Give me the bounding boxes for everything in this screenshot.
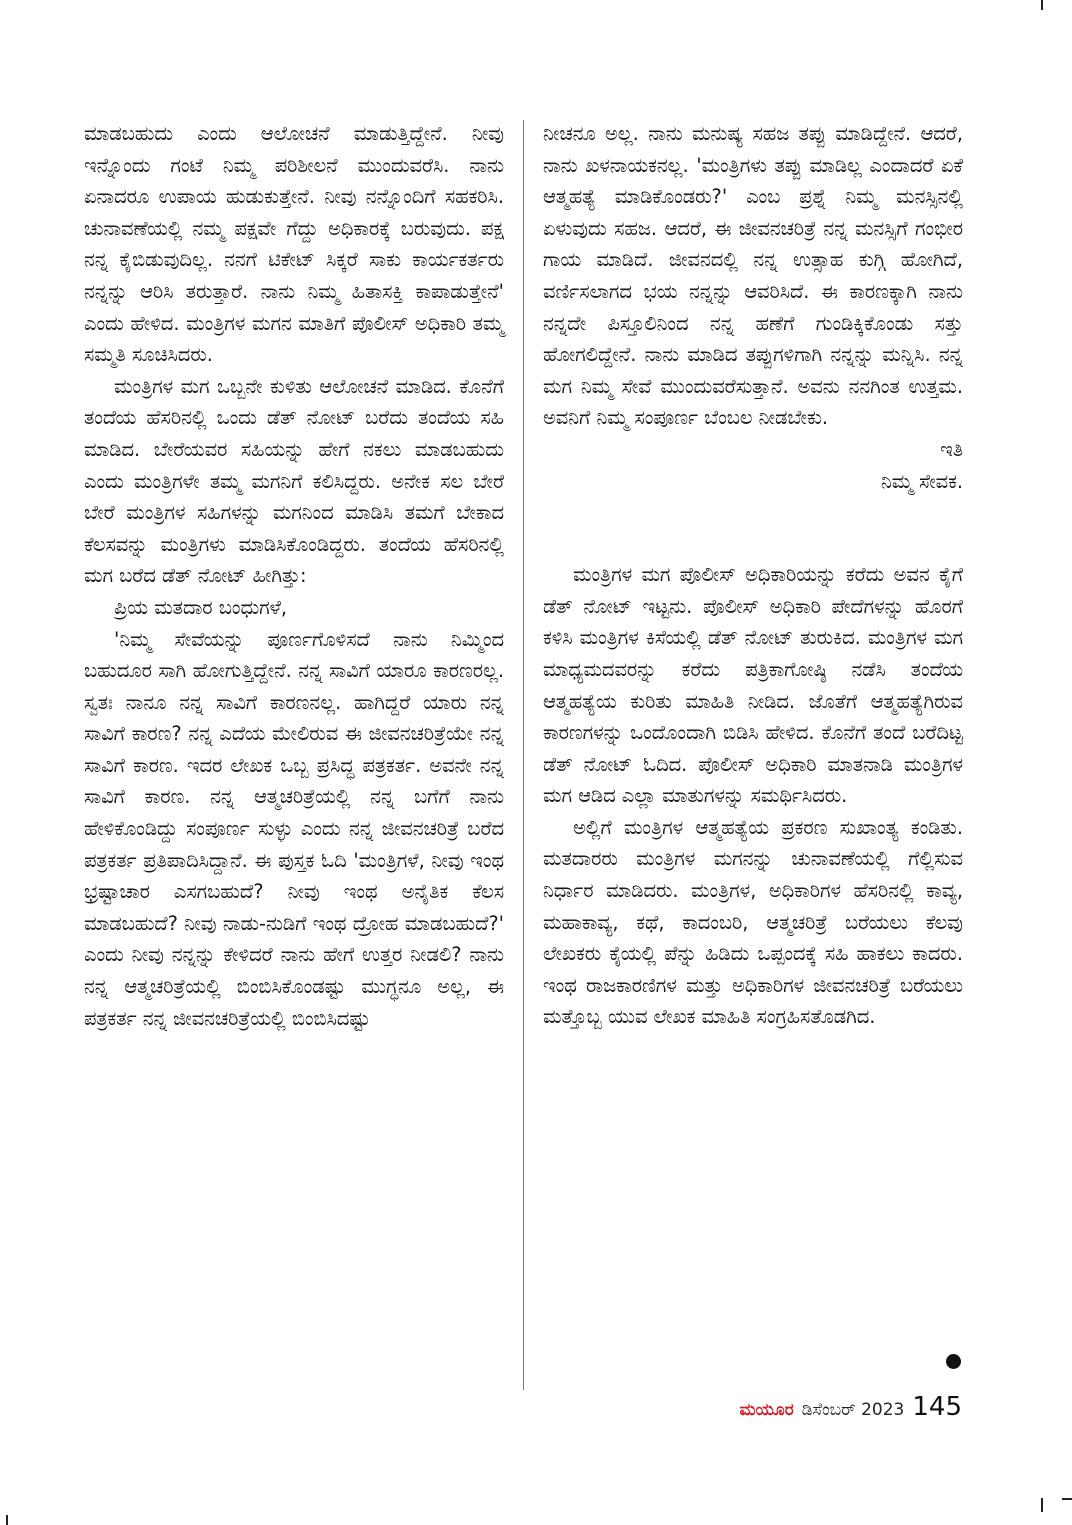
paragraph: ಮಂತ್ರಿಗಳ ಮಗ ಪೊಲೀಸ್ ಅಧಿಕಾರಿಯನ್ನು ಕರೆದು ಅವನ ಕೈಗೆ ಡೆತ್ ನೋಟ್ ಇಟ್ಟನು. ಪೊಲೀಸ್ ಅಧಿಕಾರಿ ಪೇದೆಗಳನ್ನು ಹೊರಗೆ ಕಳಿಸಿ ಮಂತ್ರಿಗಳ ಕಿಸೆಯಲ್ಲಿ ಡೆತ್ ನೋಟ್ ತುರುಕಿದ. ಮಂತ್ರಿಗಳ ಮಗ ಮಾಧ್ಯಮದವರನ್ನು ಕರೆದು ಪತ್ರಿಕಾಗೋಷ್ಠಿ ನಡೆಸಿ ತಂದೆಯ ಆತ್ಮಹತ್ಯೆಯ ಕುರಿತು ಮಾಹಿತಿ ನೀಡಿದ. ಜೊತೆಗೆ ಆತ್ಮಹತ್ಯೆಗಿರುವ ಕಾರಣಗಳನ್ನು ಒಂದೊಂದಾಗಿ ಬಿಡಿಸಿ ಹೇಳಿದ. ಕೊನೆಗೆ ತಂದೆ ಬರೆದಿಟ್ಟ ಡೆತ್ ನೋಟ್ ಓದಿದ. ಪೊಲೀಸ್ ಅಧಿಕಾರಿ ಮಾತನಾಡಿ ಮಂತ್ರಿಗಳ ಮಗ ಆಡಿದ ಎಲ್ಲಾ ಮಾತುಗಳನ್ನು ಸಮರ್ಥಿಸಿದರು. — [543, 563, 963, 808]
page-footer — [740, 1392, 963, 1422]
salutation: ಪ್ರಿಯ ಮತದಾರ ಬಂಧುಗಳೆ, — [114, 595, 288, 619]
crop-mark — [6, 1515, 8, 1525]
paragraph: ಮಂತ್ರಿಗಳ ಮಗ ಒಬ್ಬನೇ ಕುಳಿತು ಆಲೋಚನೆ ಮಾಡಿದ. ಕೊನೆಗೆ ತಂದೆಯ ಹೆಸರಿನಲ್ಲಿ ಒಂದು ಡೆತ್ ನೋಟ್ ಬರೆದು ತಂದೆಯ ಸಹಿ ಮಾಡಿದ. ಬೇರೆಯವರ ಸಹಿಯನ್ನು ಹೇಗೆ ನಕಲು ಮಾಡಬಹುದು ಎಂದು ಮಂತ್ರಿಗಳೇ ತಮ್ಮ ಮಗನಿಗೆ ಕಲಿಸಿದ್ದರು. ಅನೇಕ ಸಲ ಬೇರೆ ಬೇರೆ ಮಂತ್ರಿಗಳ ಸಹಿಗಳನ್ನು ಮಗನಿಂದ ಮಾಡಿಸಿ ತಮಗೆ ಬೇಕಾದ ಕೆಲಸವನ್ನು ಮಂತ್ರಿಗಳು ಮಾಡಿಸಿಕೊಂಡಿದ್ದರು. ತಂದೆಯ ಹೆಸರಿನಲ್ಲಿ ಮಗ ಬರೆದ ಡೆತ್ ನೋಟ್ ಹೀಗಿತ್ತು: — [84, 374, 504, 588]
column-divider — [523, 120, 524, 1390]
page-number: 145 — [912, 1392, 962, 1422]
signature-line-2: ನಿಮ್ಮ ಸೇವಕ. — [880, 469, 963, 493]
right-column — [543, 118, 963, 1033]
paragraph: ನೀಚನೂ ಅಲ್ಲ. ನಾನು ಮನುಷ್ಯ ಸಹಜ ತಪ್ಪು ಮಾಡಿದ್ದೇನೆ. ಆದರೆ, ನಾನು ಖಳನಾಯಕನಲ್ಲ. 'ಮಂತ್ರಿಗಳು ತಪ್ಪು ಮಾಡಿಲ್ಲ ಎಂದಾದರೆ ಏಕೆ ಆತ್ಮಹತ್ಯೆ ಮಾಡಿಕೊಂಡರು?' ಎಂಬ ಪ್ರಶ್ನೆ ನಿಮ್ಮ ಮನಸ್ಸಿನಲ್ಲಿ ಏಳುವುದು ಸಹಜ. ಆದರೆ, ಈ ಜೀವನಚರಿತ್ರೆ ನನ್ನ ಮನಸ್ಸಿಗೆ ಗಂಭೀರ ಗಾಯ ಮಾಡಿದೆ. ಜೀವನದಲ್ಲಿ ನನ್ನ ಉತ್ಸಾಹ ಕುಗ್ಗಿ ಹೋಗಿದೆ, ವರ್ಣಿಸಲಾಗದ ಭಯ ನನ್ನನ್ನು ಆವರಿಸಿದೆ. ಈ ಕಾರಣಕ್ಕಾಗಿ ನಾನು ನನ್ನದೇ ಪಿಸ್ತೂಲಿನಿಂದ ನನ್ನ ಹಣೆಗೆ ಗುಂಡಿಕ್ಕಿಕೊಂಡು ಸತ್ತು ಹೋಗಲಿದ್ದೇನೆ. ನಾನು ಮಾಡಿದ ತಪ್ಪುಗಳಿಗಾಗಿ ನನ್ನನ್ನು ಮನ್ನಿಸಿ. ನನ್ನ ಮಗ ನಿಮ್ಮ ಸೇವೆ ಮುಂದುವರೆಸುತ್ತಾನೆ. ಅವನು ನನಗಿಂತ ಉತ್ತಮ. ಅವನಿಗೆ ನಿಮ್ಮ ಸಂಪೂರ್ಣ ಬೆಂಬಲ ನೀಡಬೇಕು. — [543, 122, 963, 430]
issue-date: ಡಿಸೆಂಬರ್ 2023 — [801, 1400, 905, 1420]
crop-mark — [1041, 1498, 1043, 1512]
paragraph: ಅಲ್ಲಿಗೆ ಮಂತ್ರಿಗಳ ಆತ್ಮಹತ್ಯೆಯ ಪ್ರಕರಣ ಸುಖಾಂತ್ಯ ಕಂಡಿತು. ಮತದಾರರು ಮಂತ್ರಿಗಳ ಮಗನನ್ನು ಚುನಾವಣೆಯಲ್ಲಿ ಗೆಲ್ಲಿಸುವ ನಿರ್ಧಾರ ಮಾಡಿದರು. ಮಂತ್ರಿಗಳ, ಅಧಿಕಾರಿಗಳ ಹೆಸರಿನಲ್ಲಿ ಕಾವ್ಯ, ಮಹಾಕಾವ್ಯ, ಕಥೆ, ಕಾದಂಬರಿ, ಆತ್ಮಚರಿತ್ರೆ ಬರೆಯಲು ಕೆಲವು ಲೇಖಕರು ಕೈಯಲ್ಲಿ ಪೆನ್ನು ಹಿಡಿದು ಒಪ್ಪಂದಕ್ಕೆ ಸಹಿ ಹಾಕಲು ಕಾದರು. ಇಂಥ ರಾಜಕಾರಣಿಗಳ ಮತ್ತು ಅಧಿಕಾರಿಗಳ ಜೀವನಚರಿತ್ರೆ ಬರೆಯಲು ಮತ್ತೊಬ್ಬ ಯುವ ಲೇಖಕ ಮಾಹಿತಿ ಸಂಗ್ರಹಿಸತೊಡಗಿದ. — [543, 815, 963, 1029]
left-column — [84, 118, 504, 1034]
crop-mark — [1041, 0, 1043, 10]
paragraph: ಮಾಡಬಹುದು ಎಂದು ಆಲೋಚನೆ ಮಾಡುತ್ತಿದ್ದೇನೆ. ನೀವು ಇನ್ನೊಂದು ಗಂಟೆ ನಿಮ್ಮ ಪರಿಶೀಲನೆ ಮುಂದುವರೆಸಿ. ನಾನು ಏನಾದರೂ ಉಪಾಯ ಹುಡುಕುತ್ತೇನೆ. ನೀವು ನನ್ನೊಂದಿಗೆ ಸಹಕರಿಸಿ. ಚುನಾವಣೆಯಲ್ಲಿ ನಮ್ಮ ಪಕ್ಷವೇ ಗೆದ್ದು ಅಧಿಕಾರಕ್ಕೆ ಬರುವುದು. ಪಕ್ಷ ನನ್ನ ಕೈಬಿಡುವುದಿಲ್ಲ. ನನಗೆ ಟಿಕೇಟ್ ಸಿಕ್ಕರೆ ಸಾಕು ಕಾರ್ಯಕರ್ತರು ನನ್ನನ್ನು ಆರಿಸಿ ತರುತ್ತಾರೆ. ನಾನು ನಿಮ್ಮ ಹಿತಾಸಕ್ತಿ ಕಾಪಾಡುತ್ತೇನೆ' ಎಂದು ಹೇಳಿದ. ಮಂತ್ರಿಗಳ ಮಗನ ಮಾತಿಗೆ ಪೊಲೀಸ್ ಅಧಿಕಾರಿ ತಮ್ಮ ಸಮ್ಮತಿ ಸೂಚಿಸಿದರು. — [84, 122, 504, 367]
section-gap — [543, 497, 963, 559]
crop-mark — [1062, 1498, 1072, 1500]
signature-line-1: ಇತಿ — [940, 437, 963, 461]
paragraph: 'ನಿಮ್ಮ ಸೇವೆಯನ್ನು ಪೂರ್ಣಗೊಳಿಸದೆ ನಾನು ನಿಮ್ಮಿಂದ ಬಹುದೂರ ಸಾಗಿ ಹೋಗುತ್ತಿದ್ದೇನೆ. ನನ್ನ ಸಾವಿಗೆ ಯಾರೂ ಕಾರಣರಲ್ಲ. ಸ್ವತಃ ನಾನೂ ನನ್ನ ಸಾವಿಗೆ ಕಾರಣನಲ್ಲ. ಹಾಗಿದ್ದರೆ ಯಾರು ನನ್ನ ಸಾವಿಗೆ ಕಾರಣ? ನನ್ನ ಎದೆಯ ಮೇಲಿರುವ ಈ ಜೀವನಚರಿತ್ರೆಯೇ ನನ್ನ ಸಾವಿಗೆ ಕಾರಣ. ಇದರ ಲೇಖಕ ಒಬ್ಬ ಪ್ರಸಿದ್ಧ ಪತ್ರಕರ್ತ. ಅವನೇ ನನ್ನ ಸಾವಿಗೆ ಕಾರಣ. ನನ್ನ ಆತ್ಮಚರಿತ್ರೆಯಲ್ಲಿ ನನ್ನ ಬಗೆಗೆ ನಾನು ಹೇಳಿಕೊಂಡಿದ್ದು ಸಂಪೂರ್ಣ ಸುಳ್ಳು ಎಂದು ನನ್ನ ಜೀವನಚರಿತ್ರೆ ಬರೆದ ಪತ್ರಕರ್ತ ಪ್ರತಿಪಾದಿಸಿದ್ದಾನೆ. ಈ ಪುಸ್ತಕ ಓದಿ 'ಮಂತ್ರಿಗಳೆ, ನೀವು ಇಂಥ ಭ್ರಷ್ಟಾಚಾರ ಎಸಗಬಹುದೆ? ನೀವು ಇಂಥ ಅನೈತಿಕ ಕೆಲಸ ಮಾಡಬಹುದೆ? ನೀವು ನಾಡು-ನುಡಿಗೆ ಇಂಥ ದ್ರೋಹ ಮಾಡಬಹುದೆ?' ಎಂದು ನೀವು ನನ್ನನ್ನು ಕೇಳಿದರೆ ನಾನು ಹೇಗೆ ಉತ್ತರ ನೀಡಲಿ? ನಾನು ನನ್ನ ಆತ್ಮಚರಿತ್ರೆಯಲ್ಲಿ ಬಿಂಬಿಸಿಕೊಂಡಷ್ಟು ಮುಗ್ಧನೂ ಅಲ್ಲ, ಈ ಪತ್ರಕರ್ತ ನನ್ನ ಜೀವನಚರಿತ್ರೆಯಲ್ಲಿ ಬಿಂಬಿಸಿದಷ್ಟು — [84, 627, 504, 1030]
end-of-article-bullet — [946, 1354, 961, 1369]
magazine-name: ಮಯೂರ — [739, 1400, 794, 1420]
